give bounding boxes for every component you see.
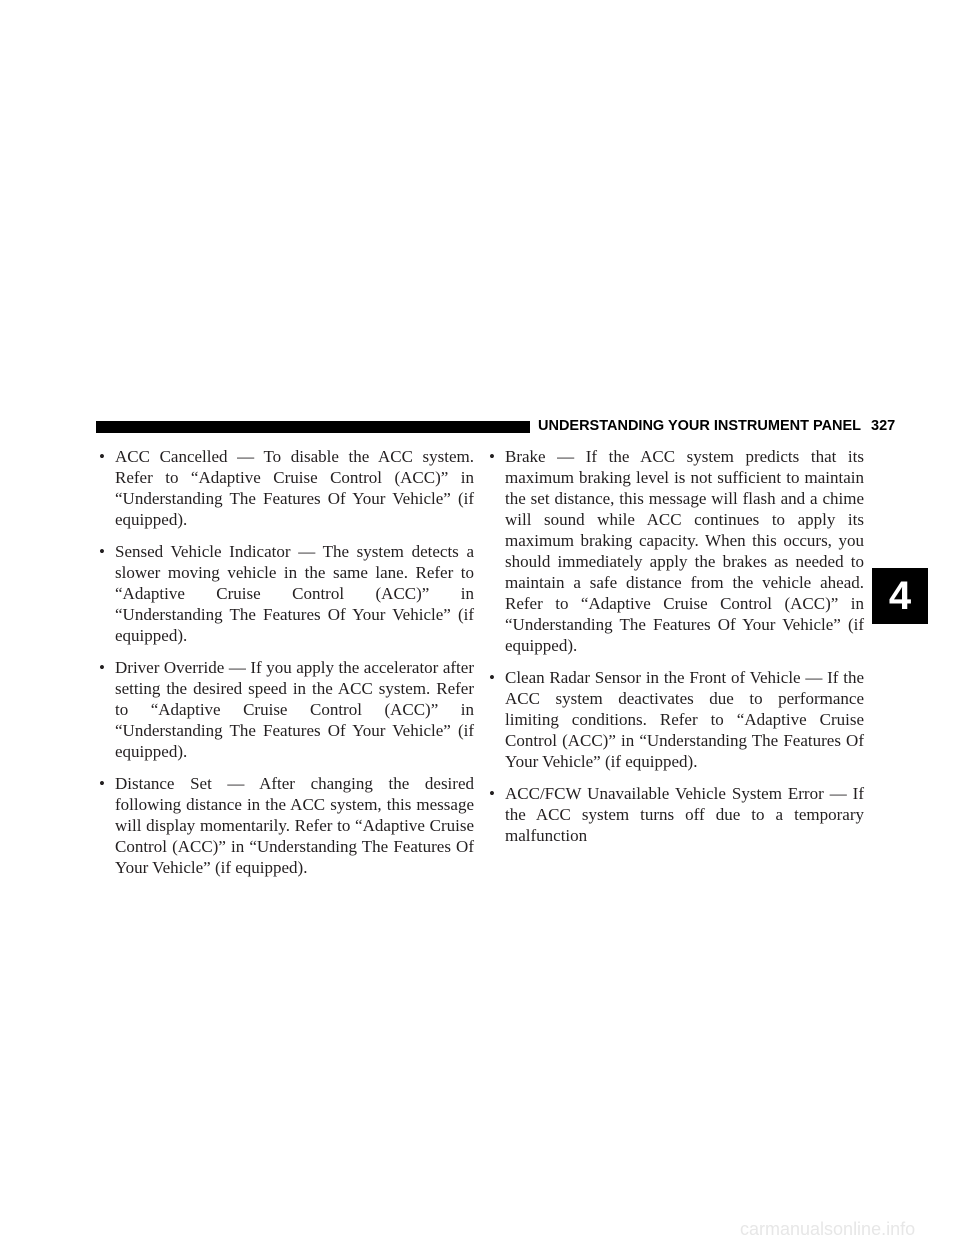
page-number: 327	[871, 418, 896, 434]
running-header	[538, 416, 896, 436]
list-item	[96, 541, 474, 646]
chapter-tab: 4	[872, 568, 928, 624]
list-item	[96, 773, 474, 878]
bullet-marker: •	[489, 668, 495, 687]
list-item-text: Distance Set — After changing the desired following distance in the ACC system, this message will display momentarily. Refer to “Adaptive Cruise Control (ACC)” in “Understanding The Features Of Your Vehicle” (if equipped).	[115, 774, 474, 877]
right-column	[486, 446, 864, 857]
bullet-marker: •	[99, 447, 105, 466]
list-item-text: Brake — If the ACC system predicts that its maximum braking level is not sufficient to maintain the set distance, this message will flash and a chime will sound while ACC continues to apply its maximum braking capacity. When this occurs, you should immediately apply the brakes as needed to maintain a safe distance from the vehicle ahead. Refer to “Adaptive Cruise Control (ACC)” in “Understanding The Features Of Your Vehicle” (if equipped).	[505, 447, 864, 655]
bullet-marker: •	[489, 447, 495, 466]
list-item-text: ACC Cancelled — To disable the ACC system. Refer to “Adaptive Cruise Control (ACC)” in “Understanding The Features Of Your Vehicle” (if equipped).	[115, 447, 474, 529]
bullet-marker: •	[489, 784, 495, 803]
left-column	[96, 446, 474, 889]
bullet-marker: •	[99, 774, 105, 793]
list-item-text: ACC/FCW Unavailable Vehicle System Error — If the ACC system turns off due to a temporary malfunction	[505, 784, 864, 845]
watermark-text: carmanualsonline.info	[740, 1219, 916, 1239]
list-item-text: Sensed Vehicle Indicator — The system detects a slower moving vehicle in the same lane. Refer to “Adaptive Cruise Control (ACC)” in “Understanding The Features Of Your Vehicle” (if equipped).	[115, 542, 474, 645]
list-item	[96, 446, 474, 530]
bullet-marker: •	[99, 542, 105, 561]
list-item	[486, 783, 864, 846]
header-rule	[96, 421, 530, 433]
bullet-marker: •	[99, 658, 105, 677]
list-item	[96, 657, 474, 762]
list-item	[486, 446, 864, 656]
section-title: UNDERSTANDING YOUR INSTRUMENT PANEL	[538, 418, 862, 434]
list-item	[486, 667, 864, 772]
list-item-text: Driver Override — If you apply the accelerator after setting the desired speed in the ACC system. Refer to “Adaptive Cruise Control (ACC)” in “Understanding The Features Of Your Vehicle” (if equipped).	[115, 658, 474, 761]
list-item-text: Clean Radar Sensor in the Front of Vehicle — If the ACC system deactivates due to performance limiting conditions. Refer to “Adaptive Cruise Control (ACC)” in “Understanding The Features Of Your Vehicle” (if equipped).	[505, 668, 864, 771]
